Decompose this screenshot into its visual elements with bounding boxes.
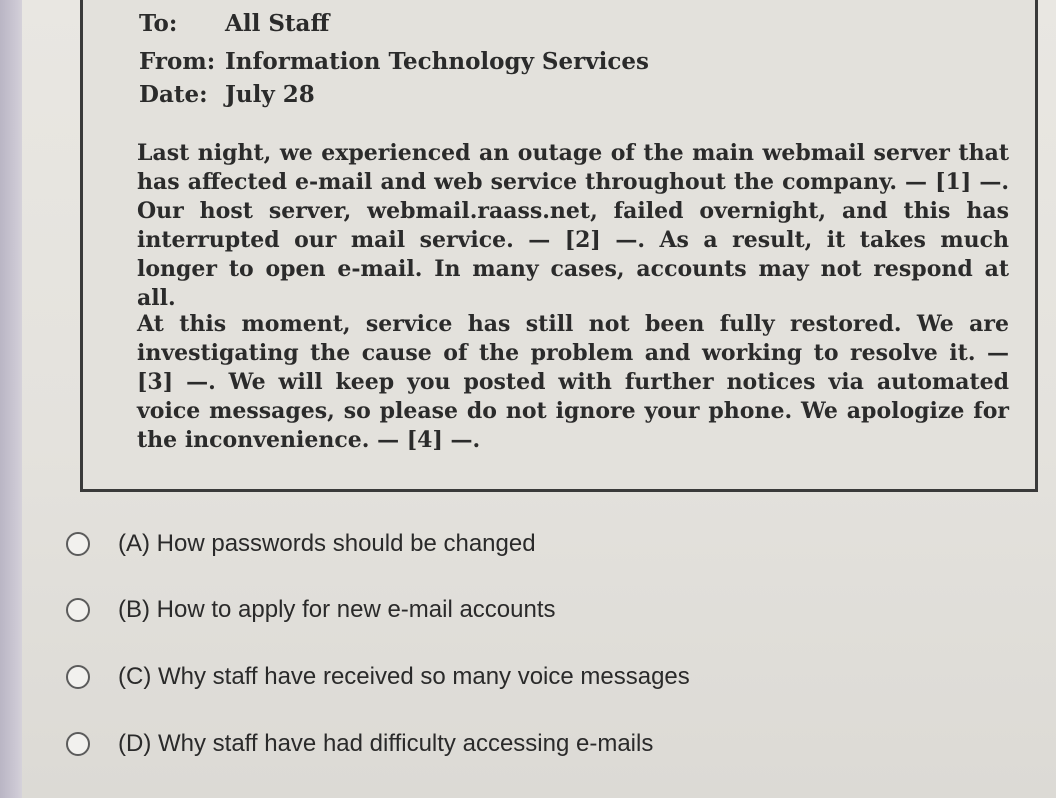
- option-b[interactable]: [66, 596, 556, 624]
- memo-paragraph-1: Last night, we experienced an outage of the main webmail server that has affected e-mail and web service throughout the company. — [1] —. Our host server, webmail.raass.net, failed overnight, and this has interrupted our mail service. — [2] —. As a result, it takes much longer to open e-mail. In many cases, accounts may not respond at all.: [137, 140, 1009, 311]
- memo-to-label: To:: [139, 10, 178, 37]
- memo-date-row: [139, 83, 315, 106]
- memo-date-label: Date:: [139, 81, 208, 108]
- memo-paragraph-2: At this moment, service has still not been fully restored. We are investigating the cause of the problem and working to resolve it. — [3] —. We will keep you posted with further notices via automated voice messages, so please do not ignore your phone. We apologize for the inconvenience. — [4] —.: [137, 311, 1009, 453]
- memo-to-value: All Staff: [225, 10, 330, 37]
- memo-from-label: From:: [139, 48, 216, 75]
- radio-button-c[interactable]: [66, 665, 90, 689]
- radio-button-d[interactable]: [66, 732, 90, 756]
- memo-to-row: [139, 12, 329, 35]
- radio-button-b[interactable]: [66, 598, 90, 622]
- option-d-label: (D) Why staff have had difficulty accessing e-mails: [118, 730, 654, 757]
- radio-button-a[interactable]: [66, 532, 90, 556]
- memo-from-value: Information Technology Services: [225, 48, 649, 75]
- option-c[interactable]: [66, 663, 690, 691]
- option-b-label: (B) How to apply for new e-mail accounts: [118, 596, 556, 623]
- memo-from-row: [139, 50, 649, 73]
- memo-date-value: July 28: [225, 81, 315, 108]
- option-d[interactable]: [66, 730, 653, 758]
- option-a[interactable]: [66, 530, 536, 558]
- option-c-label: (C) Why staff have received so many voice messages: [118, 663, 690, 690]
- option-a-label: (A) How passwords should be changed: [118, 530, 536, 557]
